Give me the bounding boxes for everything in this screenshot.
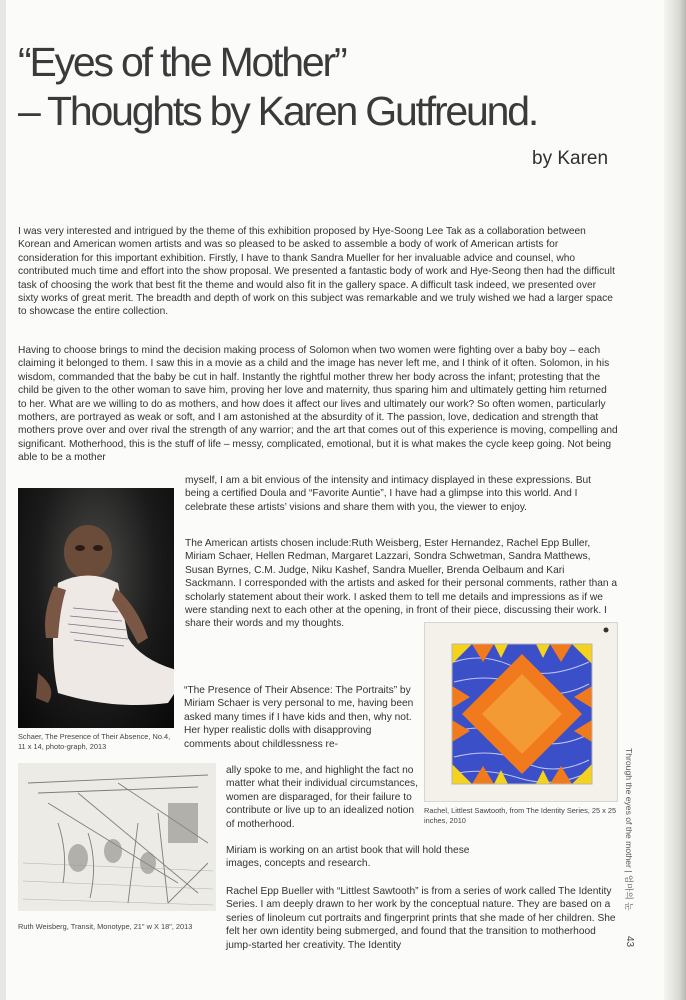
sawtooth-quilt-image	[424, 622, 618, 802]
article-title	[18, 38, 537, 136]
transit-sketch-image	[18, 763, 216, 911]
doll-figure-image	[18, 488, 174, 728]
title-line-1: “Eyes of the Mother”	[18, 39, 346, 85]
weisberg-caption: Ruth Weisberg, Transit, Monotype, 21" w X 18", 2013	[18, 922, 193, 931]
rachel-caption: Rachel, Littlest Sawtooth, from The Identity Series, 25 x 25 inches, 2010	[424, 806, 617, 825]
weisberg-monotype-photo	[18, 763, 216, 911]
rachel-quilt-photo	[424, 622, 618, 802]
article-byline: by Karen	[532, 148, 609, 169]
running-head	[622, 748, 636, 928]
schaer-doll-photo	[18, 488, 174, 728]
paragraph-schaer: “The Presence of Their Absence: The Portraits” by Miriam Schaer is very personal to me, having been asked many times if I have kids and then, why not. Her hyper realistic dolls with disapproving comments about childlessness re-	[184, 685, 414, 750]
paragraph-solomon: Having to choose brings to mind the decision making process of Solomon when two women were fighting over a baby boy – each claiming it belonged to them. I saw this in a movie as a child and the image has never left me, and I think of it often. Solomon, in his wisdom, commanded that the baby be cut in half. Instantly the rightful mother threw her body across the infant; protesting that the child be given to the other woman to save him, proving her love and maternity, thus sparing him and ultimately getting him returned to her. What are we willing to do as mothers, and how does it affect our lives and ultimately our work? So often women, particularly mothers, are portrayed as weak or soft, and I am astonished at the absurdity of it. The passion, love, dedication and strength that mothers prove over and over rival the strength of any warrior; and the art that comes out of this experience is moving, compelling and significant. Motherhood, this is the stuff of life – messy, complicated, emotional, but it is what makes the cycle keep going. Not being able to be a mother	[18, 345, 618, 464]
paragraph-artists: The American artists chosen include:Ruth Weisberg, Ester Hernandez, Rachel Epp Buller, Miriam Schaer, Hellen Redman, Margaret Lazzari, Sondra Schwetman, Sandra Matthews, Susan Byrnes, C.M. Judge, Niku Kashef, Sandra Mueller, Brenda Oelbaum and Kari Sackmann. I corresponded with the artists and asked for their personal comments, rather than a scholarly statement about their work. I asked them to tell me details and impressions as if we were standing next to each other at the opening, in front of their piece, discussing their work. I share their words and my thoughts.	[185, 538, 618, 630]
paragraph-solomon-continued: myself, I am a bit envious of the intensity and intimacy displayed in these expressions. But being a certified Doula and “Favorite Auntie”, I have had a glimpse into this world. And I celebrate these artists’ visions and share them with you, the viewer to enjoy.	[185, 475, 592, 513]
paragraph-schaer-book: Miriam is working on an artist book that will hold these images, concepts and research.	[226, 845, 470, 870]
page-number-text: 43	[624, 936, 635, 948]
paragraph-buller: Rachel Epp Bueller with “Littlest Sawtooth” is from a series of work called The Identity Series. I am deeply drawn to her work by the conceptual nature. They are based on a series of linoleum cut portraits and fingerprint prints that she made of her children. She felt her own identity being submerged, and found that the transition to motherhood jump-started her creativity. The Identity	[226, 886, 616, 951]
paragraph-intro: I was very interested and intrigued by the theme of this exhibition proposed by Hye-Soong Lee Tak as a collaboration between Korean and American women artists and was so pleased to be asked to assemble a body of work of American artists for consideration for this important exhibition. Firstly, I have to thank Sandra Mueller for her invaluable advice and counsel, who contributed much time and effort into the show proposal. We presented a fantastic body of work and Hye-Seong then had the difficult task of choosing the work that best fit the theme and would also fit in the gallery space. A difficult task indeed, we presented over sixty works of great merit. The breadth and depth of work on this subject was remarkable and we truly wished we had a larger space to showcase the entire collection.	[18, 226, 615, 318]
page-gutter-shadow	[0, 0, 6, 1000]
paragraph-schaer-continued: ally spoke to me, and highlight the fact no matter what their individual circumstances, women are disparaged, for their failure to contribute or live up to an idealized notion of motherhood.	[226, 765, 418, 830]
page-edge-shadow	[664, 0, 686, 1000]
title-line-2: – Thoughts by Karen Gutfreund.	[18, 88, 538, 134]
schaer-caption: Schaer, The Presence of Their Absence, No.4, 11 x 14, photo-graph, 2013	[18, 732, 171, 751]
running-head-text: Through the eyes of the mother | 엄마의 눈	[624, 748, 634, 911]
page-number	[623, 936, 637, 958]
